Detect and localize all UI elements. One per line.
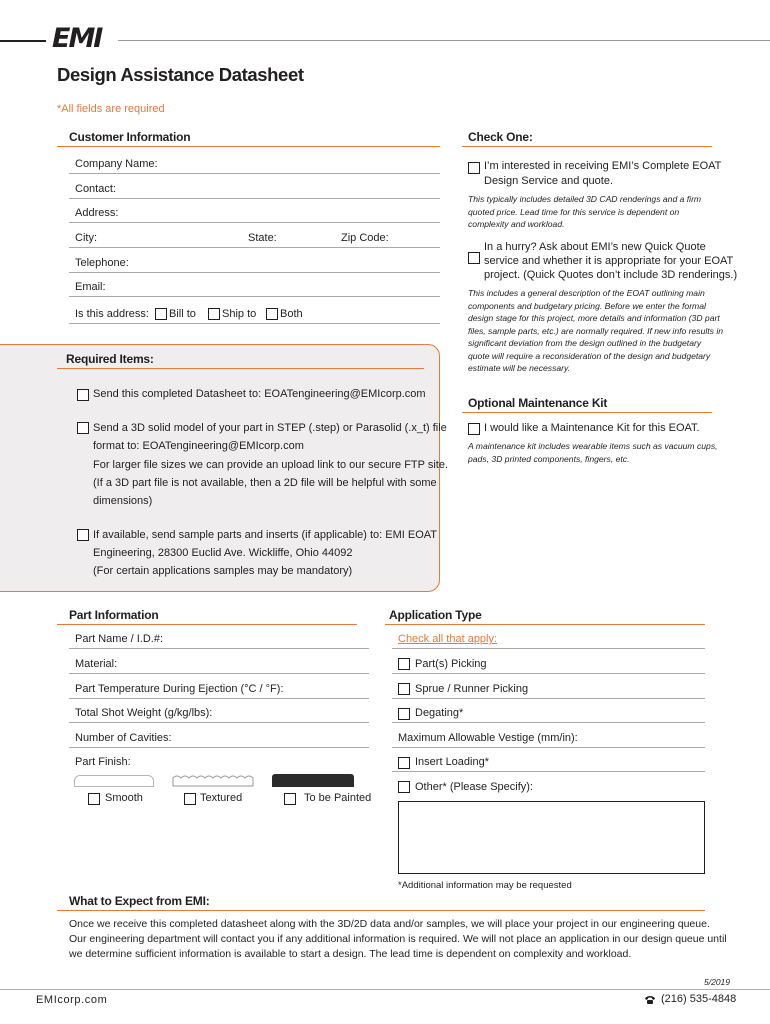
quick-quote-line2: service and whether it is appropriate for your EOAT: [484, 255, 734, 267]
required-item-3-line2: Engineering, 28300 Euclid Ave. Wickliffe, Ohio 44092: [93, 547, 353, 559]
send-3d-model-checkbox[interactable]: [77, 422, 89, 434]
painted-swatch: [272, 774, 354, 787]
contact-label: Contact:: [75, 183, 116, 195]
zip-label: Zip Code:: [341, 232, 389, 244]
complete-service-checkbox[interactable]: [468, 162, 480, 174]
cavities-label: Number of Cavities:: [75, 732, 172, 744]
insert-loading-checkbox[interactable]: [398, 757, 410, 769]
smooth-swatch: [74, 775, 154, 787]
expect-heading: What to Expect from EMI:: [69, 894, 210, 908]
sprue-picking-label: Sprue / Runner Picking: [415, 683, 529, 695]
check-one-heading-rule: [462, 146, 712, 147]
company-label: Company Name:: [75, 158, 158, 170]
send-datasheet-checkbox[interactable]: [77, 389, 89, 401]
other-label: Other* (Please Specify):: [415, 781, 533, 793]
page-title: Design Assistance Datasheet: [57, 64, 304, 85]
part-info-heading-rule: [57, 624, 357, 625]
complete-service-line1: I’m interested in receiving EMI’s Complete EOAT: [484, 160, 722, 172]
telephone-label: Telephone:: [75, 257, 129, 269]
maintenance-kit-label: I would like a Maintenance Kit for this EOAT.: [484, 422, 700, 434]
required-item-2-line1: Send a 3D solid model of your part in STEP (.step) or Parasolid (.x_t) file: [93, 422, 447, 434]
customer-heading: Customer Information: [69, 130, 191, 144]
maintenance-heading: Optional Maintenance Kit: [468, 396, 608, 410]
both-checkbox[interactable]: [266, 308, 278, 320]
quick-quote-note: This includes a general description of the EOAT outlining main components and budgetary pricing. Before we enter the formal design stage for this project, more details and information (3D part files, sample parts, etc.) are normally required. If new info results in significant deviation from the design outlined in the budgetary quote will require a reconsideration of the design and budgetary estimate will be necessary.: [468, 288, 724, 373]
degating-checkbox[interactable]: [398, 708, 410, 720]
part-picking-label: Part(s) Picking: [415, 658, 487, 670]
logo-text: EMI: [52, 23, 102, 54]
complete-service-note: This typically includes detailed 3D CAD renderings and a firm quoted price. Lead time for this service is dependent on complexity and workload.: [468, 194, 702, 229]
maintenance-kit-checkbox[interactable]: [468, 423, 480, 435]
quick-quote-checkbox[interactable]: [468, 252, 480, 264]
required-item-2-line2: format to: EOATengineering@EMIcorp.com: [93, 440, 304, 452]
application-heading-rule: [385, 624, 705, 625]
application-heading: Application Type: [389, 608, 482, 622]
check-all-label: Check all that apply:: [398, 633, 498, 645]
required-item-2-line4: (If a 3D part file is not available, then a 2D file will be helpful with some: [93, 477, 437, 489]
city-label: City:: [75, 232, 97, 244]
logo: [52, 24, 101, 54]
part-name-field[interactable]: [69, 648, 369, 649]
sprue-picking-rule: [392, 698, 705, 699]
address-type-label: Is this address:: [75, 308, 149, 320]
required-item-2-line5: dimensions): [93, 495, 153, 507]
ship-to-label: Ship to: [222, 308, 257, 320]
vestige-field[interactable]: [392, 747, 705, 748]
address-field[interactable]: [69, 222, 440, 223]
finish-label: Part Finish:: [75, 756, 131, 768]
required-item-3-line3: (For certain applications samples may be mandatory): [93, 565, 353, 577]
degating-rule: [392, 722, 705, 723]
part-info-heading: Part Information: [69, 608, 159, 622]
degating-label: Degating*: [415, 707, 464, 719]
maintenance-kit-note: A maintenance kit includes wearable items such as vacuum cups, pads, 3D printed components, fingers, etc.: [468, 441, 718, 464]
email-label: Email:: [75, 281, 106, 293]
vestige-label: Maximum Allowable Vestige (mm/in):: [398, 732, 578, 744]
company-field[interactable]: [69, 173, 440, 174]
check-all-rule: [392, 648, 705, 649]
state-label: State:: [248, 232, 277, 244]
part-picking-checkbox[interactable]: [398, 658, 410, 670]
shot-weight-field[interactable]: [69, 722, 369, 723]
footer-rule: [0, 989, 770, 990]
material-field[interactable]: [69, 673, 369, 674]
bill-to-label: Bill to: [169, 308, 196, 320]
required-item-1: Send this completed Datasheet to: EOATengineering@EMIcorp.com: [93, 388, 426, 400]
telephone-field[interactable]: [69, 272, 440, 273]
insert-loading-label: Insert Loading*: [415, 756, 489, 768]
quick-quote-line3: project. (Quick Quotes don’t include 3D renderings.): [484, 269, 738, 281]
phone-icon: [644, 995, 656, 1005]
header-rule-left: [0, 40, 46, 42]
material-label: Material:: [75, 658, 118, 670]
textured-label: Textured: [200, 792, 243, 804]
address-type-rule: [69, 323, 440, 324]
required-items-heading-rule: [57, 368, 424, 369]
both-label: Both: [280, 308, 303, 320]
temperature-label: Part Temperature During Ejection (°C / °F):: [75, 683, 284, 695]
shot-weight-label: Total Shot Weight (g/kg/lbs):: [75, 707, 213, 719]
revision-date: 5/2019: [704, 977, 730, 987]
smooth-label: Smooth: [105, 792, 143, 804]
sprue-picking-checkbox[interactable]: [398, 683, 410, 695]
other-checkbox[interactable]: [398, 781, 410, 793]
website-link[interactable]: EMIcorp.com: [36, 994, 108, 1006]
insert-loading-rule: [392, 771, 705, 772]
header-rule-right: [118, 40, 770, 41]
address-label: Address:: [75, 207, 119, 219]
customer-heading-rule: [57, 146, 440, 147]
city-state-zip-field[interactable]: [69, 247, 440, 248]
expect-line3: we determine sufficient information is available to start a design. The lead time is dependent on complexity and workload.: [69, 948, 632, 960]
complete-service-line2: Design Service and quote.: [484, 175, 614, 187]
additional-info-note: *Additional information may be requested: [398, 880, 572, 891]
required-item-2-line3: For larger file sizes we can provide an upload link to our secure FTP site.: [93, 459, 449, 471]
textured-swatch: [172, 773, 254, 787]
other-specify-textbox[interactable]: [398, 801, 705, 874]
temperature-field[interactable]: [69, 698, 369, 699]
phone-number[interactable]: (216) 535-4848: [661, 993, 737, 1005]
smooth-checkbox[interactable]: [88, 793, 100, 805]
required-item-3-line1: If available, send sample parts and inserts (if applicable) to: EMI EOAT: [93, 529, 438, 541]
maintenance-heading-rule: [462, 412, 712, 413]
expect-line1: Once we receive this completed datasheet along with the 3D/2D data and/or samples, we will place your project in our engineering queue.: [69, 918, 710, 930]
send-samples-checkbox[interactable]: [77, 529, 89, 541]
quick-quote-line1: In a hurry? Ask about EMI’s new Quick Quote: [484, 241, 706, 253]
expect-heading-rule: [57, 910, 705, 911]
email-field[interactable]: [69, 296, 440, 297]
required-note: *All fields are required: [57, 103, 165, 115]
textured-checkbox[interactable]: [184, 793, 196, 805]
part-name-label: Part Name / I.D.#:: [75, 633, 164, 645]
part-picking-rule: [392, 673, 705, 674]
expect-line2: Our engineering department will contact you if any additional information is required. We will not place an application in our design queue until: [69, 933, 727, 945]
check-one-heading: Check One:: [468, 130, 533, 144]
cavities-field[interactable]: [69, 747, 369, 748]
contact-field[interactable]: [69, 198, 440, 199]
painted-checkbox[interactable]: [284, 793, 296, 805]
painted-label: To be Painted: [304, 792, 372, 804]
ship-to-checkbox[interactable]: [208, 308, 220, 320]
required-items-heading: Required Items:: [66, 352, 154, 366]
bill-to-checkbox[interactable]: [155, 308, 167, 320]
